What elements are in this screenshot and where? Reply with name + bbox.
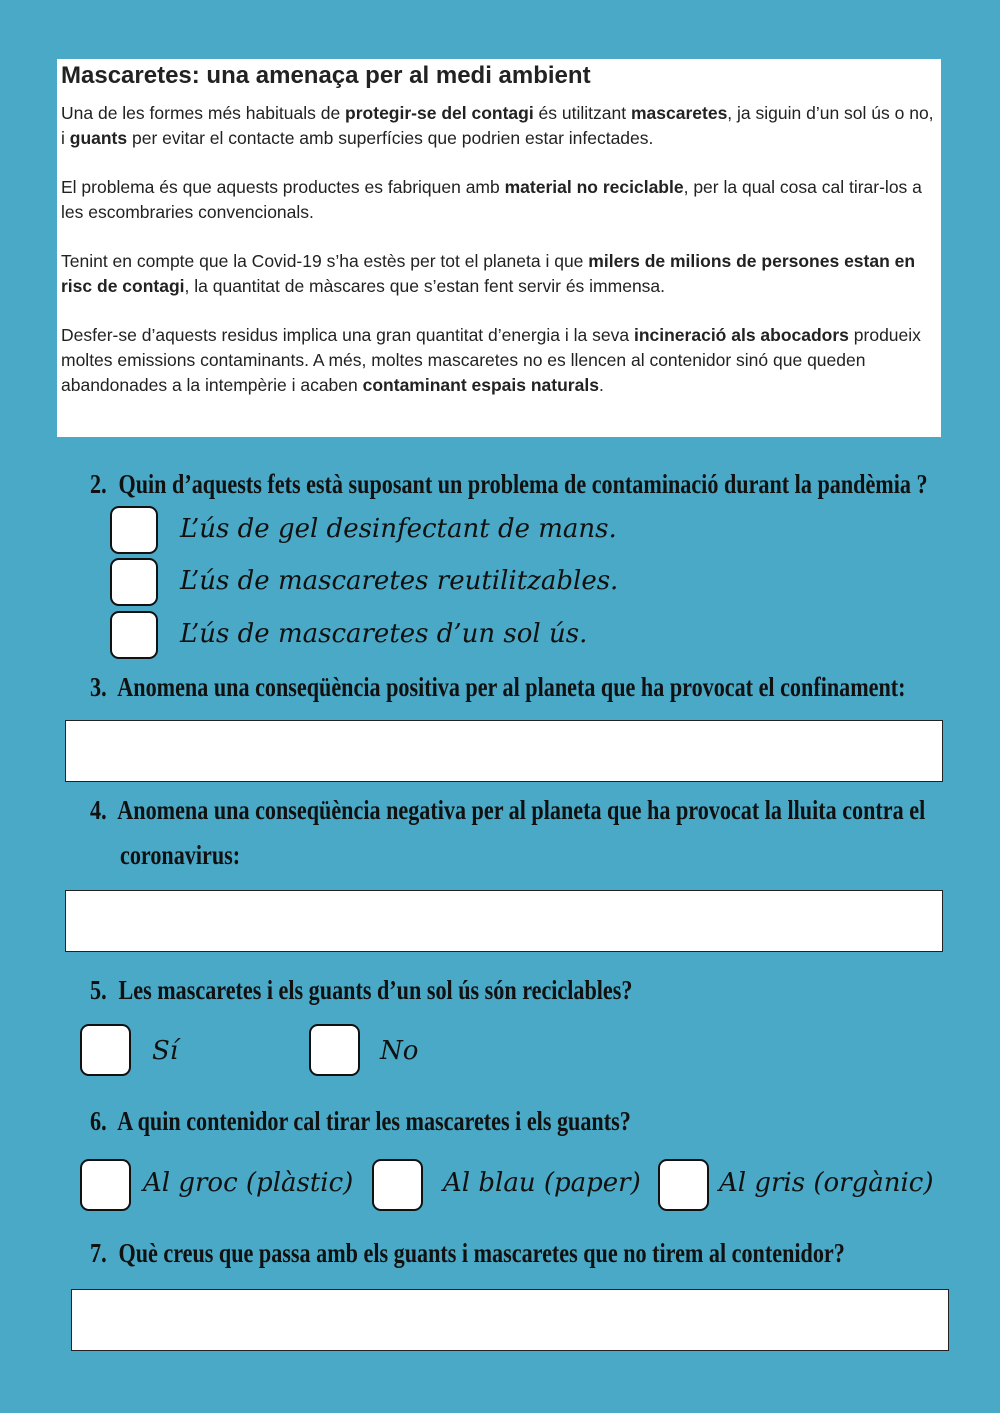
text-run: , ja siguin d’un sol ús o no, i	[61, 103, 934, 148]
article-paragraph	[61, 323, 937, 398]
question-number: 5.	[90, 975, 107, 1005]
option-label: Al gris (orgànic)	[719, 1168, 934, 1198]
checkbox-option-2[interactable]	[110, 558, 158, 606]
question-text: Què creus que passa amb els guants i mascaretes que no tirem al contenidor?	[118, 1238, 845, 1268]
bold-text: protegir-se del contagi	[345, 103, 534, 123]
option-label: L’ús de mascaretes d’un sol ús.	[180, 619, 588, 649]
text-run: per evitar el contacte amb superfícies que podrien estar infectades.	[127, 128, 654, 148]
question-3	[90, 670, 906, 704]
text-run: El problema és que aquests productes es fabriquen amb	[61, 177, 505, 197]
question-text: Anomena una conseqüència positiva per al planeta que ha provocat el confinament:	[117, 672, 906, 702]
text-run: , per la qual cosa cal tirar-los a les escombraries convencionals.	[61, 177, 922, 222]
bold-text: mascaretes	[630, 103, 728, 123]
option-label: L’ús de mascaretes reutilitzables.	[180, 566, 619, 596]
option-label: Al groc (plàstic)	[143, 1168, 354, 1198]
question-text: Anomena una conseqüència negativa per al planeta que ha provocat la lluita contra el	[117, 795, 926, 825]
question-number: 4.	[90, 795, 107, 825]
text-run: produeix moltes emissions contaminants. A més, moltes mascaretes no es llencen al contenidor sinó que queden abandonades a la intempèrie i acaben	[61, 325, 921, 395]
question-6	[90, 1104, 631, 1138]
text-run: Desfer-se d’aquests residus implica una gran quantitat d’energia i la seva	[61, 325, 634, 345]
checkbox-yellow[interactable]	[80, 1159, 131, 1211]
question-number: 7.	[90, 1238, 107, 1268]
question-5	[90, 973, 632, 1007]
answer-field-4[interactable]	[65, 890, 943, 952]
question-text: Quin d’aquests fets està suposant un problema de contaminació durant la pandèmia ?	[118, 469, 928, 499]
question-text-continued: coronavirus:	[120, 840, 241, 870]
question-number: 2.	[90, 469, 107, 499]
option-label: Al blau (paper)	[443, 1168, 641, 1198]
question-4	[90, 793, 925, 827]
option-label: No	[380, 1036, 419, 1066]
answer-field-7[interactable]	[71, 1289, 949, 1351]
article-title: Mascaretes: una amenaça per al medi ambient	[61, 62, 591, 89]
checkbox-no[interactable]	[309, 1024, 360, 1076]
text-run: és utilitzant	[533, 103, 631, 123]
text-run: , la quantitat de màscares que s’estan fent servir és immensa.	[184, 276, 666, 296]
article-paragraph	[61, 175, 937, 225]
answer-field-3[interactable]	[65, 720, 943, 782]
option-label: Sí	[152, 1036, 179, 1066]
bold-text: contaminant espais naturals	[362, 375, 599, 395]
question-2	[90, 467, 928, 501]
checkbox-blue[interactable]	[372, 1159, 423, 1211]
text-run: Tenint en compte que la Covid-19 s’ha estès per tot el planeta i que	[61, 251, 589, 271]
question-text: A quin contenidor cal tirar les mascaretes i els guants?	[117, 1106, 631, 1136]
checkbox-grey[interactable]	[658, 1159, 709, 1211]
question-text: Les mascaretes i els guants d’un sol ús són reciclables?	[118, 975, 633, 1005]
text-run: .	[598, 375, 604, 395]
checkbox-option-3[interactable]	[110, 611, 158, 659]
question-7	[90, 1236, 845, 1270]
question-number: 3.	[90, 672, 107, 702]
bold-text: incineració als abocadors	[633, 325, 849, 345]
bold-text: material no reciclable	[504, 177, 684, 197]
bold-text: guants	[69, 128, 128, 148]
article-box	[57, 59, 941, 437]
article-paragraph	[61, 101, 937, 151]
bold-text: milers de milions de persones estan en risc de contagi	[61, 251, 916, 296]
checkbox-yes[interactable]	[80, 1024, 131, 1076]
question-number: 6.	[90, 1106, 107, 1136]
article-paragraph	[61, 249, 937, 299]
option-label: L’ús de gel desinfectant de mans.	[180, 514, 617, 544]
checkbox-option-1[interactable]	[110, 506, 158, 554]
text-run: Una de les formes més habituals de	[61, 103, 346, 123]
